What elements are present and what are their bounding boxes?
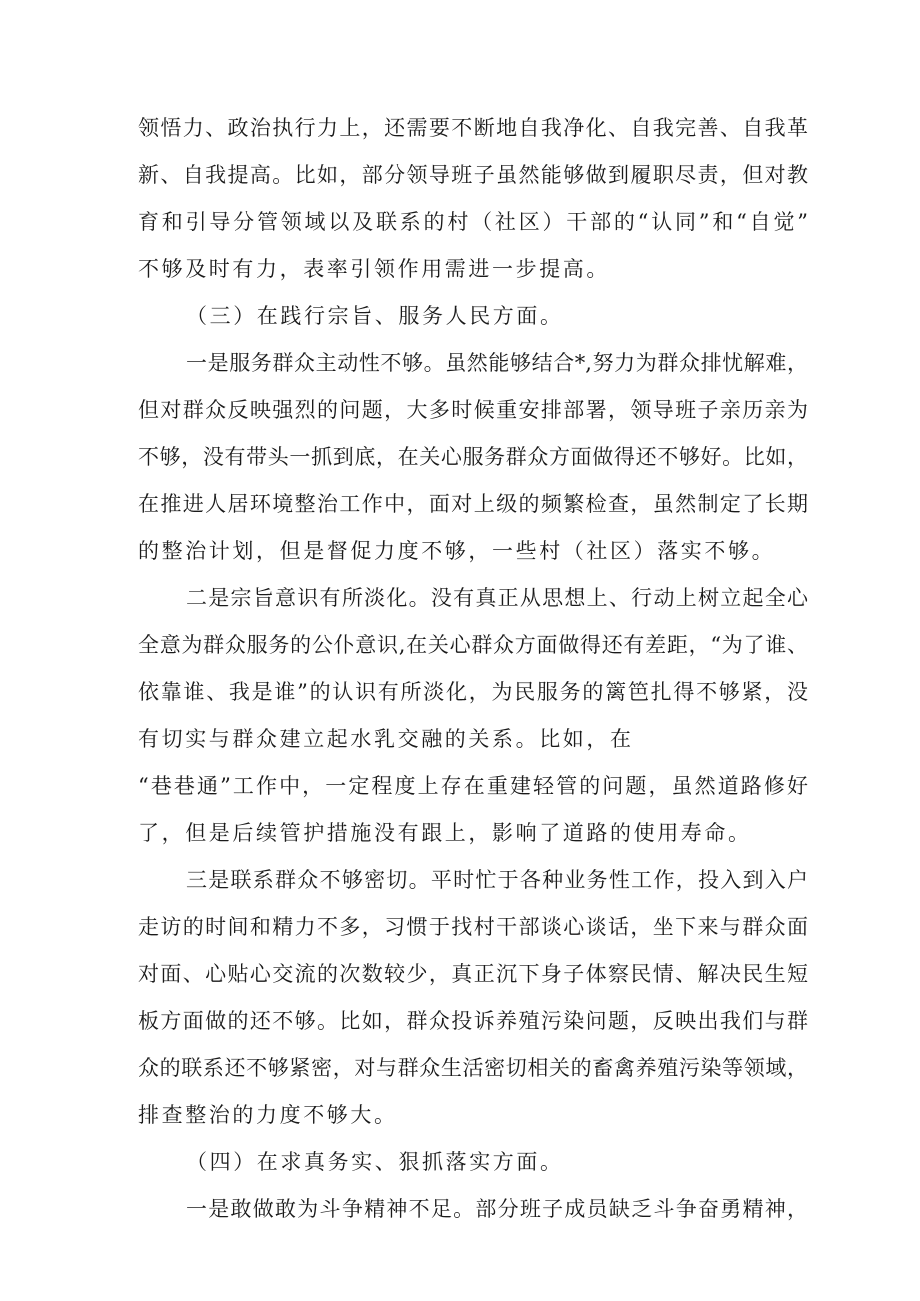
text-line: 对面、心贴心交流的次数较少，真正沉下身子体察民情、解决民生短 [138, 962, 808, 986]
paragraph-first-line: 二是宗旨意识有所淡化。没有真正从思想上、行动上树立起全心 [186, 586, 808, 610]
text-line: 育和引导分管领域以及联系的村（社区）干部的“认同”和“自觉” [138, 210, 808, 234]
text-line: 了，但是后续管护措施没有跟上，影响了道路的使用寿命。 [138, 821, 752, 845]
text-line: 排查整治的力度不够大。 [138, 1103, 398, 1127]
text-line: 全意为群众服务的公仆意识,在关心群众方面做得还有差距，“为了谁、 [138, 633, 808, 657]
text-line: 新、自我提高。比如，部分领导班子虽然能够做到履职尽责，但对教 [138, 163, 808, 187]
text-line: 依靠谁、我是谁”的认识有所淡化，为民服务的篱笆扎得不够紧，没 [138, 680, 808, 704]
paragraph-first-line: 一是服务群众主动性不够。虽然能够结合*,努力为群众排忧解难， [186, 351, 808, 375]
section-heading: （三）在践行宗旨、服务人民方面。 [186, 304, 564, 328]
text-line: 不够，没有带头一抓到底，在关心服务群众方面做得还不够好。比如， [138, 445, 808, 469]
text-line: 走访的时间和精力不多，习惯于找村干部谈心谈话，坐下来与群众面 [138, 915, 808, 939]
text-line: 板方面做的还不够。比如，群众投诉养殖污染问题，反映出我们与群 [138, 1009, 808, 1033]
paragraph-first-line: 三是联系群众不够密切。平时忙于各种业务性工作，投入到入户 [186, 868, 808, 892]
section-heading: （四）在求真务实、狠抓落实方面。 [186, 1150, 564, 1174]
text-line: 领悟力、政治执行力上，还需要不断地自我净化、自我完善、自我革 [138, 116, 808, 140]
text-line: 不够及时有力，表率引领作用需进一步提高。 [138, 257, 610, 281]
text-line: 的整治计划，但是督促力度不够，一些村（社区）落实不够。 [138, 539, 776, 563]
text-line: 但对群众反映强烈的问题，大多时候重安排部署，领导班子亲历亲为 [138, 398, 808, 422]
text-line: 在推进人居环境整治工作中，面对上级的频繁检查，虽然制定了长期 [138, 492, 808, 516]
text-line: “巷巷通”工作中，一定程度上存在重建轻管的问题，虽然道路修好 [138, 774, 808, 798]
paragraph-first-line: 一是敢做敢为斗争精神不足。部分班子成员缺乏斗争奋勇精神， [186, 1197, 808, 1221]
text-line: 众的联系还不够紧密，对与群众生活密切相关的畜禽养殖污染等领域， [138, 1056, 808, 1080]
text-line: 有切实与群众建立起水乳交融的关系。比如，在 [138, 727, 634, 751]
